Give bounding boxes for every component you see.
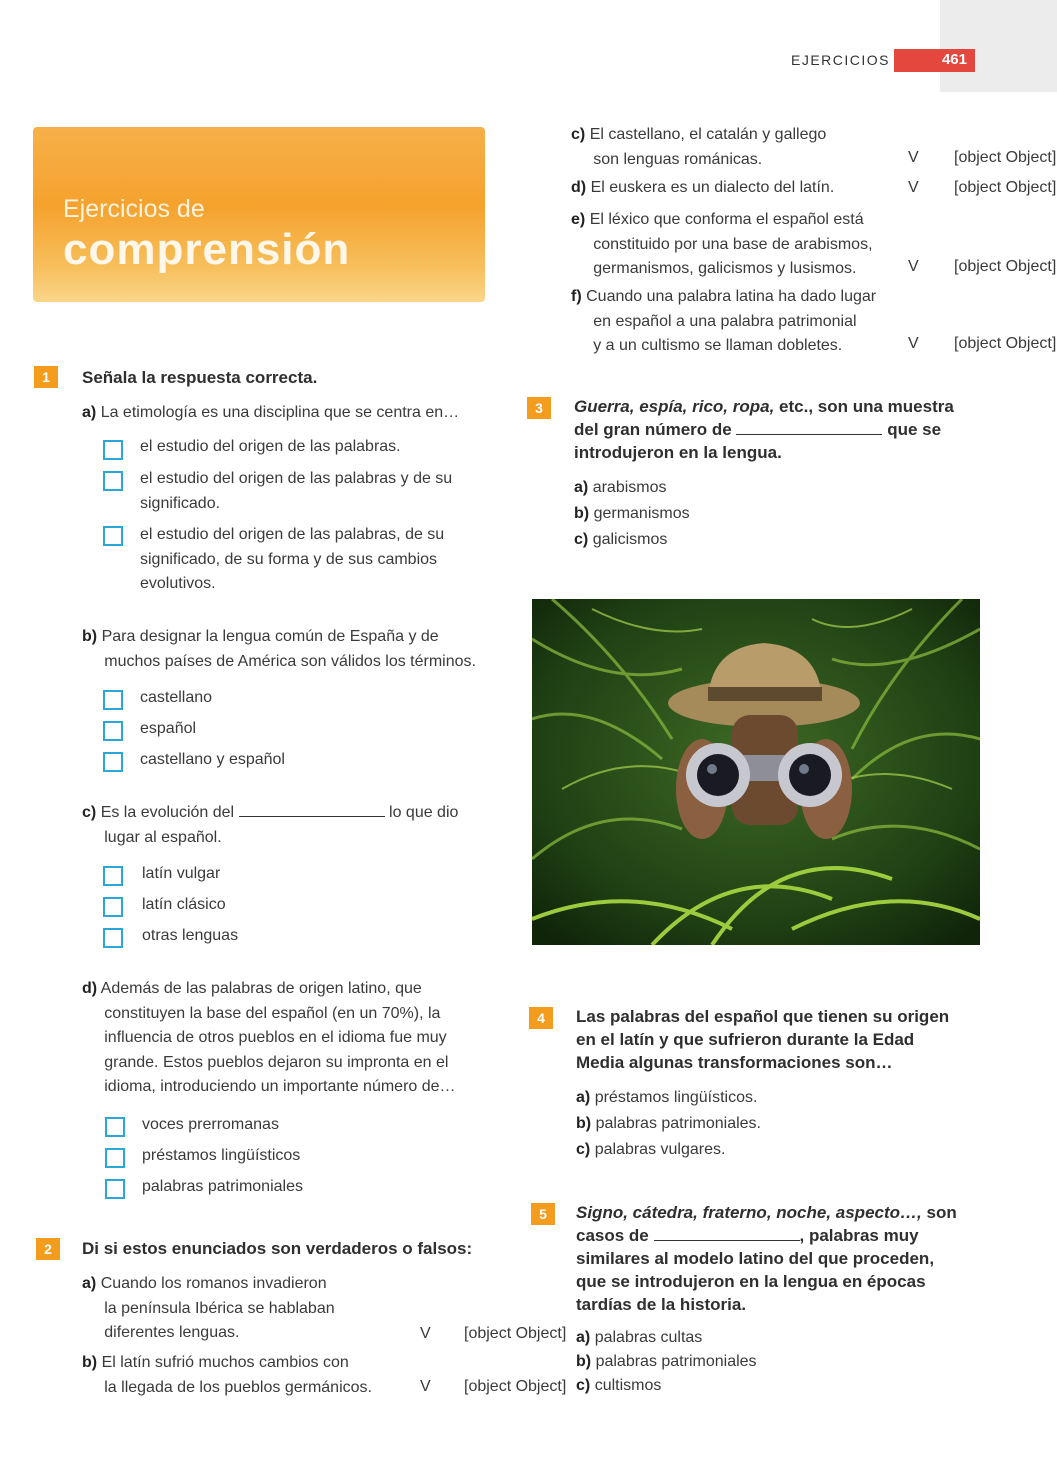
q1c-option-2-checkbox[interactable] bbox=[103, 897, 123, 917]
q2e-true[interactable]: V bbox=[908, 258, 919, 275]
q3-option-b[interactable]: b) germanismos bbox=[574, 505, 690, 522]
q1b-option-3-checkbox[interactable] bbox=[103, 752, 123, 772]
q1a-option-3-checkbox[interactable] bbox=[103, 526, 123, 546]
q1d-option-1-checkbox[interactable] bbox=[105, 1117, 125, 1137]
q1a-option-2: el estudio del origen de las palabras y de su significado. bbox=[140, 470, 453, 512]
q3-option-a[interactable]: a) arabismos bbox=[574, 479, 667, 496]
q1c-option-3: otras lenguas bbox=[142, 927, 239, 944]
q1b-option-2-checkbox[interactable] bbox=[103, 721, 123, 741]
q2b-true[interactable]: V bbox=[420, 1378, 431, 1395]
question-number-3: 3 bbox=[527, 397, 551, 419]
q2f-true[interactable]: V bbox=[908, 335, 919, 352]
q1d-option-2-checkbox[interactable] bbox=[105, 1148, 125, 1168]
section-label: EJERCICIOS bbox=[791, 52, 891, 68]
question-number-5: 5 bbox=[531, 1203, 555, 1225]
q1a-option-1: el estudio del origen de las palabras. bbox=[140, 438, 401, 455]
q1a-text: a) La etimología es una disciplina que se centra en… bbox=[82, 404, 460, 421]
q1a-option-1-checkbox[interactable] bbox=[103, 440, 123, 460]
q2a-true[interactable]: V bbox=[420, 1325, 431, 1342]
question-number-1: 1 bbox=[34, 366, 58, 388]
q1c-option-2: latín clásico bbox=[142, 896, 226, 913]
q5-option-c[interactable]: c) cultismos bbox=[576, 1377, 662, 1394]
q2e-false[interactable]: [object Object] bbox=[954, 258, 1057, 275]
q1b-option-2: español bbox=[140, 720, 197, 737]
q1d-option-3: palabras patrimoniales bbox=[142, 1178, 303, 1195]
q2b-text: b) El latín sufrió muchos cambios con la llegada de los pueblos germánicos. bbox=[82, 1354, 372, 1396]
q2c-false[interactable]: [object Object] bbox=[954, 149, 1057, 166]
question-2-title: Di si estos enunciados son verdaderos o falsos: bbox=[82, 1239, 473, 1258]
q1b-option-1-checkbox[interactable] bbox=[103, 690, 123, 710]
q3-option-c[interactable]: c) galicismos bbox=[574, 531, 668, 548]
q2a-false[interactable]: [object Object] bbox=[464, 1325, 567, 1342]
q2d-text: d) El euskera es un dialecto del latín. bbox=[571, 179, 835, 196]
q1c-option-1: latín vulgar bbox=[142, 865, 221, 882]
q4-option-b[interactable]: b) palabras patrimoniales. bbox=[576, 1115, 761, 1132]
page-number: 461 bbox=[894, 49, 975, 72]
q2b-false[interactable]: [object Object] bbox=[464, 1378, 567, 1395]
jungle-photo-illustration bbox=[532, 599, 980, 945]
q2e-text: e) El léxico que conforma el español está constituido por una base de arabismos, germanismos, galicismos y lusismos. bbox=[571, 211, 873, 277]
q2d-false[interactable]: [object Object] bbox=[954, 179, 1057, 196]
title-banner bbox=[33, 127, 485, 302]
q1c-text: c) Es la evolución del lo que dio lugar al español. bbox=[82, 804, 459, 846]
q1d-option-3-checkbox[interactable] bbox=[105, 1179, 125, 1199]
q1d-option-1: voces prerromanas bbox=[142, 1116, 279, 1133]
q2c-true[interactable]: V bbox=[908, 149, 919, 166]
q1b-text: b) Para designar la lengua común de España y de muchos países de América son válidos los términos. bbox=[82, 628, 476, 670]
q5-option-b[interactable]: b) palabras patrimoniales bbox=[576, 1353, 757, 1370]
q2d-true[interactable]: V bbox=[908, 179, 919, 196]
q4-option-c[interactable]: c) palabras vulgares. bbox=[576, 1141, 726, 1158]
question-number-4: 4 bbox=[529, 1007, 553, 1029]
question-4-text: Las palabras del español que tienen su origen en el latín y que sufrieron durante la Edad Media algunas transformaciones son… bbox=[576, 1007, 950, 1072]
q4-option-a[interactable]: a) préstamos lingüísticos. bbox=[576, 1089, 758, 1106]
q5-option-a[interactable]: a) palabras cultas bbox=[576, 1329, 703, 1346]
question-number-2: 2 bbox=[36, 1238, 60, 1260]
q1d-text: d) Además de las palabras de origen latino, que constituyen la base del español (en un 70%), la influencia de otros pueblos en el idioma fue muy grande. Estos pueblos dejaron su impronta en el idioma, introduciendo un importante número de… bbox=[82, 980, 456, 1095]
q1b-option-1: castellano bbox=[140, 689, 213, 706]
q2f-false[interactable]: [object Object] bbox=[954, 335, 1057, 352]
q2a-text: a) Cuando los romanos invadieron la península Ibérica se hablaban diferentes lenguas. bbox=[82, 1275, 335, 1341]
question-5-text: Signo, cátedra, fraterno, noche, aspecto…, son casos de , palabras muy similares al modelo latino del que proceden, que se introdujeron en la lengua en épocas tardías de la historia. bbox=[576, 1203, 957, 1314]
q2c-text: c) El castellano, el catalán y gallego son lenguas románicas. bbox=[571, 126, 827, 168]
question-3-text: Guerra, espía, rico, ropa, etc., son una muestra del gran número de que se introdujeron en la lengua. bbox=[574, 397, 954, 462]
q1a-option-3: el estudio del origen de las palabras, de su significado, de su forma y de sus cambios evolutivos. bbox=[140, 526, 445, 592]
question-1-title: Señala la respuesta correcta. bbox=[82, 368, 318, 387]
banner-subtitle: Ejercicios de bbox=[63, 195, 205, 223]
q1c-option-3-checkbox[interactable] bbox=[103, 928, 123, 948]
q2f-text: f) Cuando una palabra latina ha dado lugar en español a una palabra patrimonial y a un cultismo se llaman dobletes. bbox=[571, 288, 877, 354]
q1a-option-2-checkbox[interactable] bbox=[103, 471, 123, 491]
banner-title: comprensión bbox=[63, 225, 351, 274]
q1d-option-2: préstamos lingüísticos bbox=[142, 1147, 301, 1164]
q1c-option-1-checkbox[interactable] bbox=[103, 866, 123, 886]
photo-man-with-binoculars bbox=[532, 599, 980, 945]
page-corner bbox=[940, 0, 1057, 92]
q1b-option-3: castellano y español bbox=[140, 751, 285, 768]
